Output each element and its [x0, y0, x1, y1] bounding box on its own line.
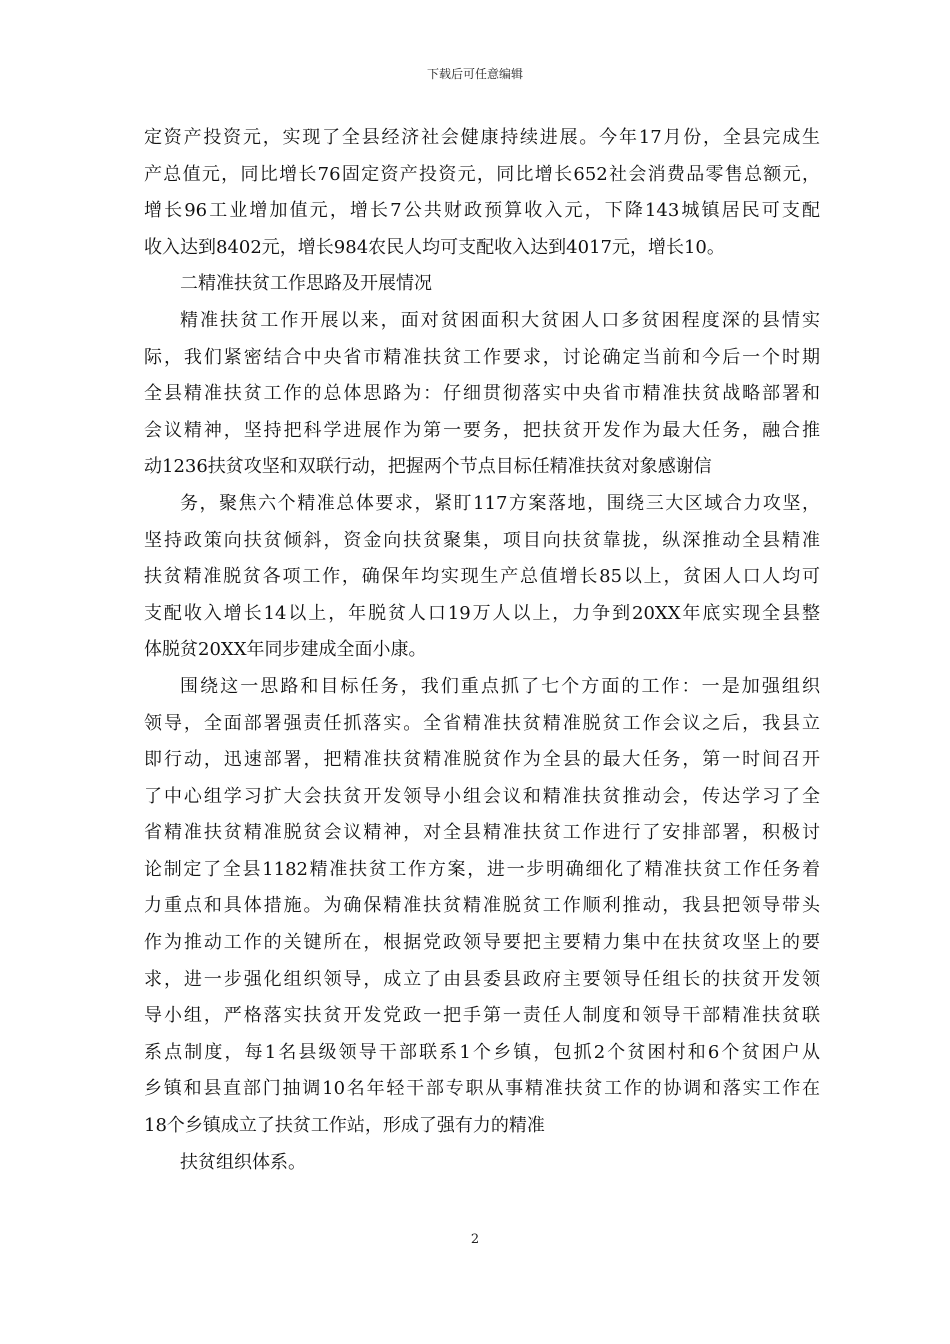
text-line: 务，聚焦六个精准总体要求，紧盯117方案落地，围绕三大区域合力攻坚，: [180, 492, 820, 514]
text-line: 会议精神，坚持把科学进展作为第一要务，把扶贫开发作为最大任务，融合推: [144, 419, 820, 441]
text-line: 18个乡镇成立了扶贫工作站，形成了强有力的精准: [144, 1115, 545, 1137]
text-line: 乡镇和县直部门抽调10名年轻干部专职从事精准扶贫工作的协调和落实工作在: [144, 1078, 820, 1100]
text-line: 二精准扶贫工作思路及开展情况: [180, 273, 432, 295]
text-line: 导小组，严格落实扶贫开发党政一把手第一责任人制度和领导干部精准扶贫联: [144, 1005, 820, 1027]
text-line: 体脱贫20XX年同步建成全面小康。: [144, 639, 427, 661]
text-line: 求，进一步强化组织领导，成立了由县委县政府主要领导任组长的扶贫开发领: [144, 968, 820, 990]
text-line: 扶贫组织体系。: [180, 1151, 306, 1173]
text-line: 产总值元，同比增长76固定资产投资元，同比增长652社会消费品零售总额元，: [144, 163, 820, 185]
text-line: 支配收入增长14以上，年脱贫人口19万人以上，力争到20XX年底实现全县整: [144, 602, 820, 624]
text-line: 领导，全面部署强责任抓落实。全省精准扶贫精准脱贫工作会议之后，我县立: [144, 712, 820, 734]
text-line: 动1236扶贫攻坚和双联行动，把握两个节点目标任精准扶贫对象感谢信: [144, 456, 712, 478]
text-line: 增长96工业增加值元，增长7公共财政预算收入元，下降143城镇居民可支配: [144, 200, 820, 222]
text-line: 扶贫精准脱贫各项工作，确保年均实现生产总值增长85以上，贫困人口人均可: [144, 566, 820, 588]
text-line: 省精准扶贫精准脱贫会议精神，对全县精准扶贫工作进行了安排部署，积极讨: [144, 822, 820, 844]
text-line: 收入达到8402元，增长984农民人均可支配收入达到4017元，增长10。: [144, 236, 725, 258]
text-line: 坚持政策向扶贫倾斜，资金向扶贫聚集，项目向扶贫靠拢，纵深推动全县精准: [144, 529, 820, 551]
text-line: 际，我们紧密结合中央省市精准扶贫工作要求，讨论确定当前和今后一个时期: [144, 346, 820, 368]
text-line: 围绕这一思路和目标任务，我们重点抓了七个方面的工作：一是加强组织: [180, 675, 820, 697]
text-line: 精准扶贫工作开展以来，面对贫困面积大贫困人口多贫困程度深的县情实: [180, 309, 820, 331]
text-line: 力重点和具体措施。为确保精准扶贫精准脱贫工作顺利推动，我县把领导带头: [144, 895, 820, 917]
text-line: 论制定了全县1182精准扶贫工作方案，进一步明确细化了精准扶贫工作任务着: [144, 858, 820, 880]
document-body: [144, 120, 820, 1181]
text-line: 作为推动工作的关键所在，根据党政领导要把主要精力集中在扶贫攻坚上的要: [144, 932, 820, 954]
page-number: 2: [470, 1232, 480, 1247]
text-line: 了中心组学习扩大会扶贫开发领导小组会议和精准扶贫推动会，传达学习了全: [144, 785, 820, 807]
text-line: 系点制度，每1名县级领导干部联系1个乡镇，包抓2个贫困村和6个贫困户从: [144, 1041, 820, 1063]
text-line: 全县精准扶贫工作的总体思路为：仔细贯彻落实中央省市精准扶贫战略部署和: [144, 383, 820, 405]
text-line: 定资产投资元，实现了全县经济社会健康持续进展。今年17月份，全县完成生: [144, 127, 820, 148]
text-line: 即行动，迅速部署，把精准扶贫精准脱贫作为全县的最大任务，第一时间召开: [144, 749, 820, 771]
page-header-note: 下载后可任意编辑: [426, 67, 523, 81]
